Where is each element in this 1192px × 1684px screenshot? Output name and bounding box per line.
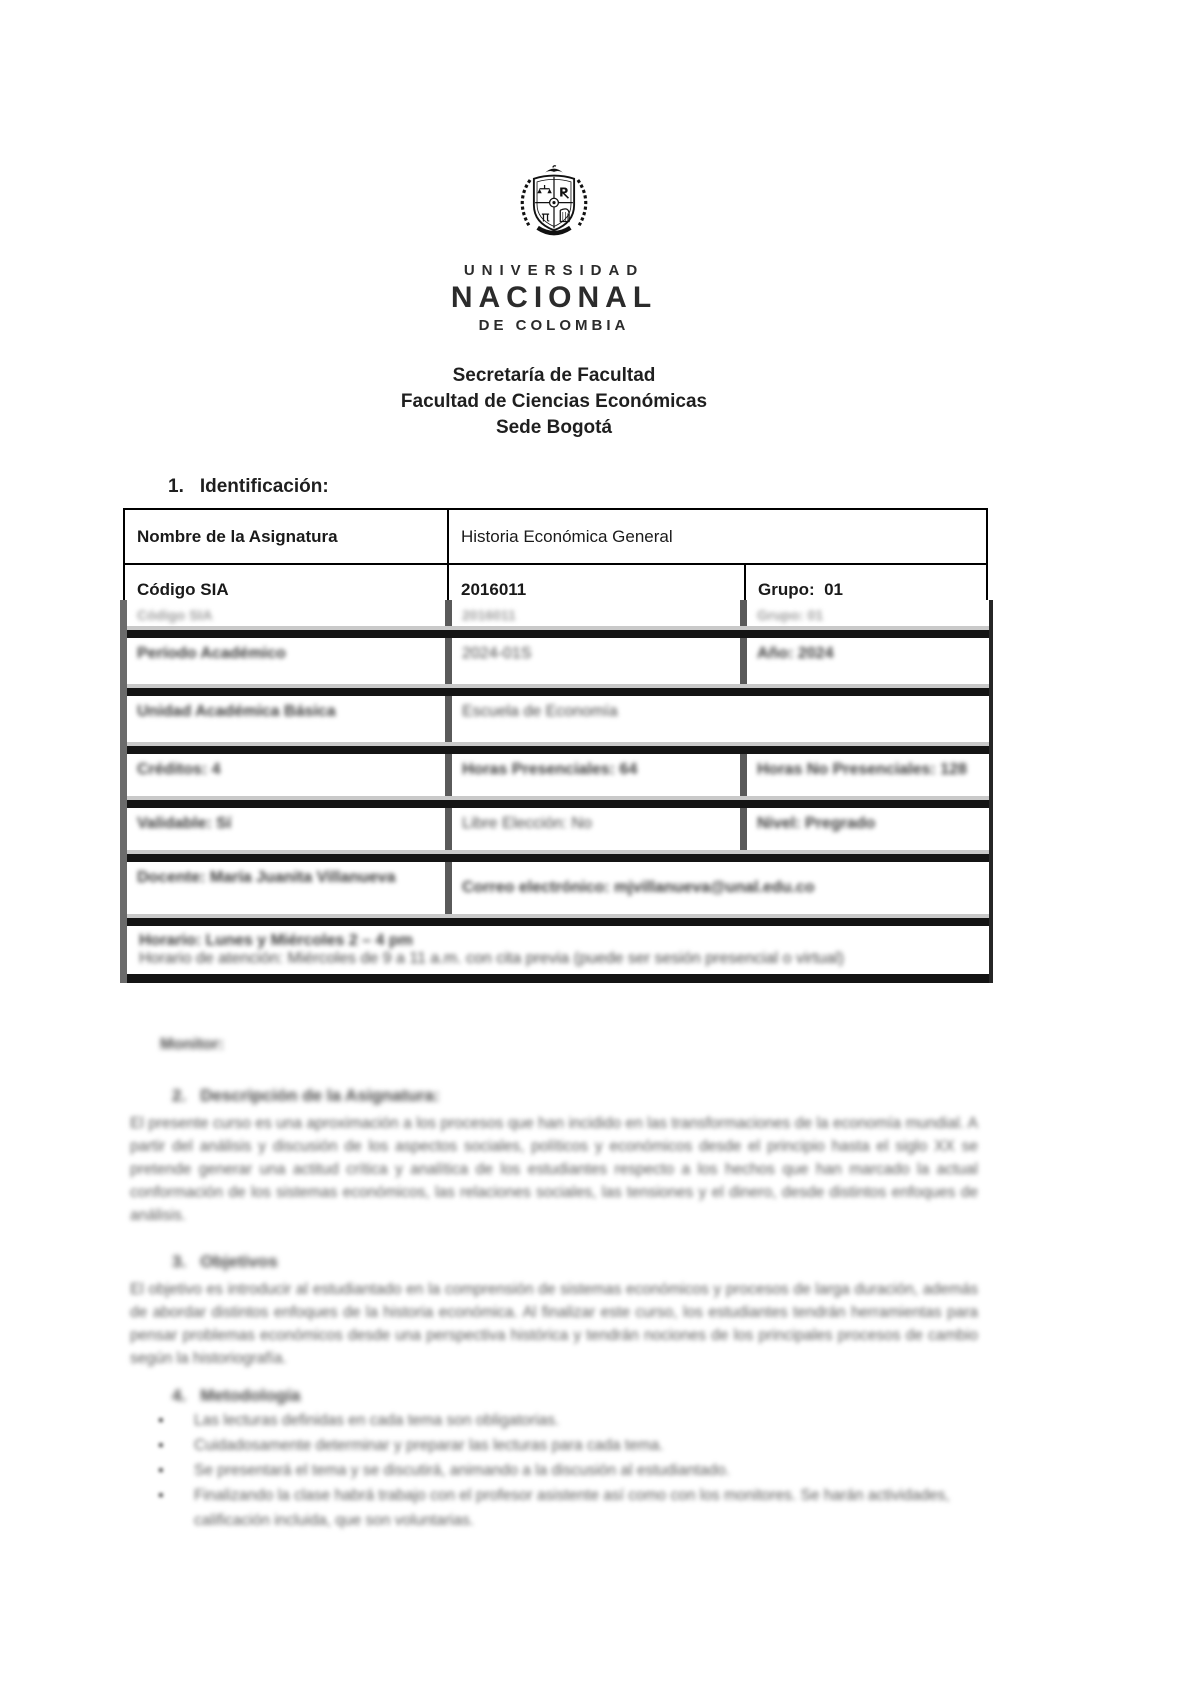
horas-no-presenciales-value: Horas No Presenciales: 128 <box>757 761 967 778</box>
unidad-label: Unidad Académica Básica <box>137 703 336 720</box>
unidad-value-cell <box>445 696 989 742</box>
blurred-row-docente <box>127 862 989 914</box>
periodo-value-cell <box>445 638 740 684</box>
bullet-text: Finalizando la clase habrá trabajo con el profesor asistente así como con los monitores. Se harán actividades, calificación incluida, que son voluntarias. <box>194 1487 950 1529</box>
ghost-cell-grupo <box>740 600 989 626</box>
libre-eleccion-value: Libre Elección: No <box>462 815 592 832</box>
unidad-label-cell <box>127 696 445 742</box>
ghost-cell-codigo <box>127 600 445 626</box>
table-row-nombre <box>125 510 986 565</box>
objetivos-paragraph: El objetivo es introducir al estudiantado en la comprensión de sistemas económicos y procesos de larga duración, además de abordar distintos enfoques de la historia económica. Al finalizar este curso, los estudiantes tendrán herramientas para pensar problemas económicos desde una perspectiva histórica y tendrán nociones de los principales procesos de cambio según la historiografía. <box>130 1281 978 1367</box>
creditos-value: Créditos: 4 <box>137 761 221 778</box>
blurred-table-overlay <box>120 600 993 983</box>
ano-cell <box>740 638 989 684</box>
correo-value: Correo electrónico: mjvillanueva@unal.edu.co <box>462 879 815 896</box>
header-facultad: Facultad de Ciencias Económicas <box>400 391 708 412</box>
nivel-cell <box>740 808 989 850</box>
logo-text-de-colombia: DE COLOMBIA <box>478 317 630 334</box>
bullet-marker-icon: ▪ <box>158 1462 164 1479</box>
section-2-body <box>130 1112 978 1227</box>
descripcion-paragraph: El presente curso es una aproximación a los procesos que han incidido en las transformaciones de la economía mundial. A partir del análisis y discusión de los aspectos sociales, políticos y económicos desde el principio hasta el siglo XX se pretende generar una actitud crítica y analítica de los estudiantes respecto a los hechos que han marcado la actual conformación de los sistemas económicos, las relaciones sociales, las tensiones y el dinero, desde distintos enfoques de análisis. <box>130 1115 978 1224</box>
table-separator-bar <box>127 914 989 926</box>
section-1-number: 1. <box>168 476 184 497</box>
logo-text-nacional: NACIONAL <box>450 281 658 314</box>
periodo-label-cell <box>127 638 445 684</box>
table-separator-bar <box>127 626 989 638</box>
codigo-sia-value: 2016011 <box>447 565 744 615</box>
horario-line1: Horario: Lunes y Miércoles 2 – 4 pm <box>139 932 413 949</box>
bullet-item <box>158 1408 968 1433</box>
monitor-label <box>160 1036 224 1054</box>
header-sede: Sede Bogotá <box>495 417 613 438</box>
section-3-heading <box>172 1252 278 1272</box>
validable-cell <box>127 808 445 850</box>
section-3-body <box>130 1278 978 1370</box>
ghost-cell-valor <box>445 600 740 626</box>
blurred-row-horario <box>127 926 989 974</box>
docente-value: Docente: María Juanita Villanueva <box>137 869 396 886</box>
bullet-item <box>158 1483 968 1533</box>
ghost-text: Código SIA <box>137 607 213 623</box>
periodo-value: 2024-01S <box>462 645 532 662</box>
unidad-value: Escuela de Economía <box>462 703 618 720</box>
horas-presenciales-value: Horas Presenciales: 64 <box>462 761 638 778</box>
section-4-heading <box>172 1386 300 1406</box>
bullet-marker-icon: ▪ <box>158 1487 164 1504</box>
universidad-nacional-crest-icon <box>510 148 598 256</box>
section-2-title: Descripción de la Asignatura: <box>200 1086 440 1105</box>
libre-eleccion-cell <box>445 808 740 850</box>
creditos-cell <box>127 754 445 796</box>
section-4-title: Metodología <box>200 1386 301 1405</box>
nivel-value: Nivel: Pregrado <box>757 815 876 832</box>
periodo-label: Período Académico <box>137 645 286 662</box>
table-bottom-bar <box>127 974 989 983</box>
correo-cell <box>445 862 989 914</box>
monitor-text: Monitor: <box>160 1036 224 1053</box>
nombre-asignatura-value: Historia Económica General <box>447 510 986 563</box>
docente-cell <box>127 862 445 914</box>
bullet-marker-icon: ▪ <box>158 1412 164 1429</box>
table-separator-bar <box>127 684 989 696</box>
horas-presenciales-cell <box>445 754 740 796</box>
table-separator-bar <box>127 796 989 808</box>
section-1-heading <box>168 476 329 498</box>
section-1-title: Identificación: <box>199 476 329 497</box>
blurred-row-periodo <box>127 638 989 684</box>
horas-no-presenciales-cell <box>740 754 989 796</box>
ano-value: Año: 2024 <box>757 645 834 662</box>
bullet-text: Las lecturas definidas en cada tema son obligatorias. <box>194 1412 560 1429</box>
section-2-heading <box>172 1086 440 1106</box>
bullet-text: Cuidadosamente determinar y preparar las lecturas para cada tema. <box>194 1437 664 1454</box>
metodologia-bullet-list <box>158 1408 968 1533</box>
bullet-item <box>158 1433 968 1458</box>
blurred-ghost-row <box>127 600 989 626</box>
section-3-number: 3. <box>172 1252 187 1271</box>
header-secretaria: Secretaría de Facultad <box>452 365 656 386</box>
blurred-row-creditos <box>127 754 989 796</box>
ghost-text: Grupo: 01 <box>757 607 824 623</box>
section-4-number: 4. <box>172 1386 187 1405</box>
bullet-marker-icon: ▪ <box>158 1437 164 1454</box>
nombre-asignatura-label: Nombre de la Asignatura <box>137 526 338 546</box>
ghost-text: 2016011 <box>462 607 516 623</box>
section-3-title: Objetivos <box>200 1252 278 1271</box>
blurred-row-unidad <box>127 696 989 742</box>
svg-text:P: P <box>559 184 569 200</box>
section-2-number: 2. <box>172 1086 187 1105</box>
university-logo-block <box>123 148 985 334</box>
horario-cell <box>127 926 856 974</box>
document-header <box>123 363 985 441</box>
bullet-item <box>158 1458 968 1483</box>
validable-value: Validable: Sí <box>137 815 232 832</box>
svg-text:π: π <box>541 209 550 226</box>
table-separator-bar <box>127 850 989 862</box>
table-separator-bar <box>127 742 989 754</box>
bullet-text: Se presentará el tema y se discutirá, animando a la discusión al estudiantado. <box>194 1462 730 1479</box>
grupo-value: Grupo: 01 <box>744 565 986 615</box>
horario-line2: Horario de atención: Miércoles de 9 a 11 a.m. con cita previa (puede ser sesión presencial o virtual) <box>139 950 844 967</box>
logo-text-universidad: UNIVERSIDAD <box>463 262 645 279</box>
blurred-row-validable <box>127 808 989 850</box>
codigo-sia-label: Código SIA <box>137 580 229 599</box>
